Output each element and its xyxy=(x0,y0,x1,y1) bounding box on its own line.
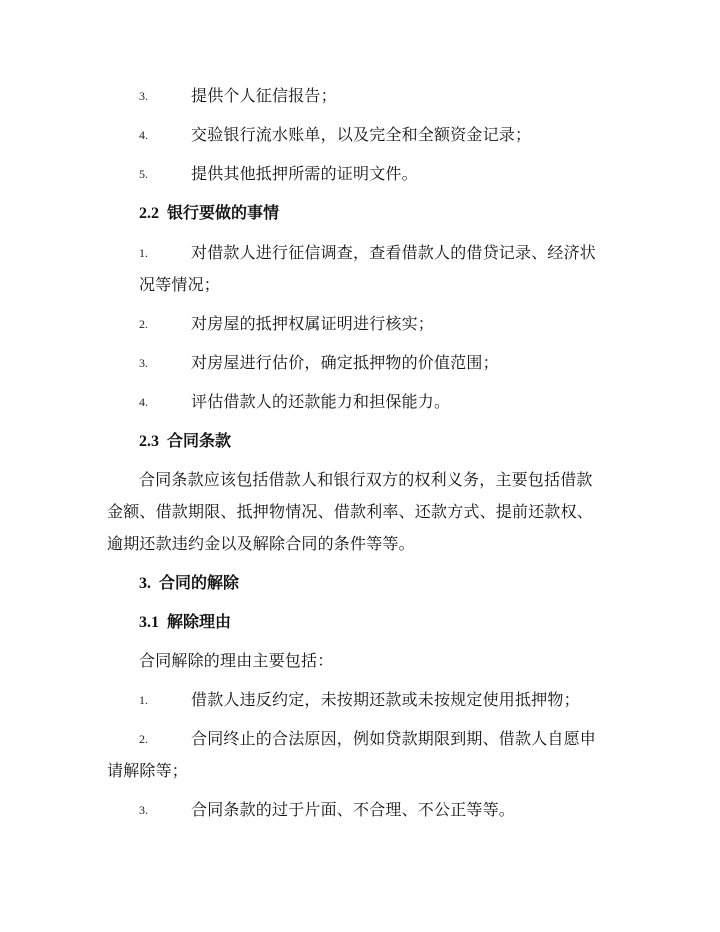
section-heading-3-1 xyxy=(139,612,231,633)
list-item-number: 2. xyxy=(139,317,148,331)
section-number: 3. xyxy=(139,575,151,592)
list-item-text: 合同终止的合法原因，例如贷款期限到期、借款人自愿申 xyxy=(191,729,597,748)
list-item-number: 3. xyxy=(139,89,148,103)
section-title: 合同条款 xyxy=(167,431,232,450)
list-item-number: 1. xyxy=(139,693,148,707)
list-item-text-continued: 况等情况； xyxy=(139,275,221,294)
list-item-text: 评估借款人的还款能力和担保能力。 xyxy=(191,392,451,411)
section-number: 2.2 xyxy=(139,205,159,222)
section-heading-3 xyxy=(139,573,239,594)
section-heading-2-2 xyxy=(139,203,279,224)
paragraph-line: 逾期还款违约金以及解除合同的条件等等。 xyxy=(107,534,415,553)
paragraph-line: 合同条款应该包括借款人和银行双方的权利义务，主要包括借款 xyxy=(139,470,593,489)
list-item-text-continued: 请解除等； xyxy=(107,761,189,780)
paragraph-line: 合同解除的理由主要包括： xyxy=(139,651,334,670)
list-item-text: 对房屋进行估价，确定抵押物的价值范围； xyxy=(191,353,499,372)
section-title: 银行要做的事情 xyxy=(167,203,280,222)
section-title: 解除理由 xyxy=(167,612,232,631)
paragraph-line: 金额、借款期限、抵押物情况、借款利率、还款方式、提前还款权、 xyxy=(107,502,594,521)
list-item-number: 5. xyxy=(139,167,148,181)
section-heading-2-3 xyxy=(139,431,231,452)
section-number: 2.3 xyxy=(139,433,159,450)
list-item-text: 交验银行流水账单，以及完全和全额资金记录； xyxy=(191,125,532,144)
section-number: 3.1 xyxy=(139,614,159,631)
list-item-text: 借款人违反约定，未按期还款或未按规定使用抵押物； xyxy=(191,690,580,709)
list-item-text: 对房屋的抵押权属证明进行核实； xyxy=(191,314,435,333)
list-item-number: 3. xyxy=(139,356,148,370)
list-item-text: 对借款人进行征信调查，查看借款人的借贷记录、经济状 xyxy=(191,243,597,262)
list-item-text: 合同条款的过于片面、不合理、不公正等等。 xyxy=(191,800,516,819)
list-item-number: 3. xyxy=(139,803,148,817)
list-item-text: 提供个人征信报告； xyxy=(191,86,337,105)
list-item-number: 4. xyxy=(139,395,148,409)
list-item-number: 4. xyxy=(139,128,148,142)
list-item-text: 提供其他抵押所需的证明文件。 xyxy=(191,164,418,183)
list-item-number: 2. xyxy=(139,732,148,746)
list-item-number: 1. xyxy=(139,246,148,260)
section-title: 合同的解除 xyxy=(159,573,240,592)
